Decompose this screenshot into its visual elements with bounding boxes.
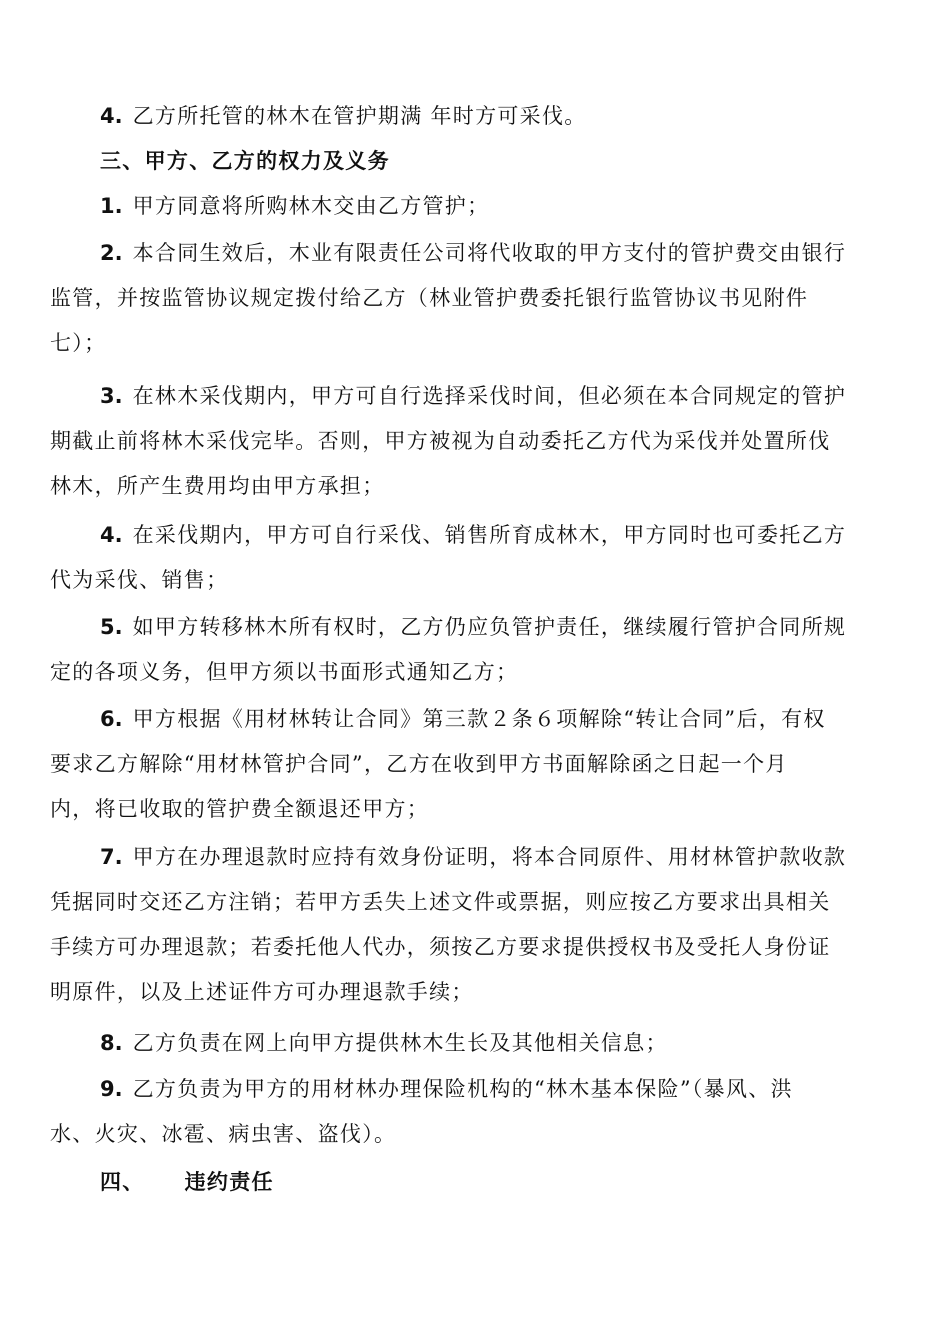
- clause-line: 内，将已收取的管护费全额退还甲方；: [50, 797, 430, 821]
- clause-line: 5. 如甲方转移林木所有权时，乙方仍应负管护责任，继续履行管护合同所规: [100, 615, 847, 639]
- clause-line: 8. 乙方负责在网上向甲方提供林木生长及其他相关信息；: [100, 1031, 668, 1055]
- clause-line: 1. 甲方同意将所购林木交由乙方管护；: [100, 194, 490, 218]
- clause-3-8: [50, 1021, 900, 1066]
- clause-line: 代为采伐、销售；: [50, 568, 229, 592]
- clause-number: 5.: [100, 615, 123, 639]
- clause-line: 7. 甲方在办理退款时应持有效身份证明，将本合同原件、用材林管护款收款: [100, 845, 847, 869]
- clause-line: 监管，并按监管协议规定拨付给乙方（林业管护费委托银行监管协议书见附件: [50, 286, 809, 310]
- clause-line: 4. 在采伐期内，甲方可自行采伐、销售所育成林木，甲方同时也可委托乙方: [100, 523, 847, 547]
- clause-line: 手续方可办理退款；若委托他人代办，须按乙方要求提供授权书及受托人身份证: [50, 935, 831, 959]
- clause-3-7: [50, 835, 900, 1015]
- clause-3-9: [50, 1067, 900, 1157]
- clause-line: 定的各项义务，但甲方须以书面形式通知乙方；: [50, 660, 519, 684]
- clause-3-2: [50, 231, 900, 366]
- clause-number: 7.: [100, 845, 123, 869]
- clause-line: 七）；: [50, 331, 107, 355]
- clause-number: 2.: [100, 241, 123, 265]
- clause-number: 1.: [100, 194, 123, 218]
- clause-line: 要求乙方解除“用材林管护合同”，乙方在收到甲方书面解除函之日起一个月: [50, 752, 788, 776]
- clause-line: 6. 甲方根据《用材林转让合同》第三款２条６项解除“转让合同”后，有权: [100, 707, 826, 731]
- clause-line: 2. 本合同生效后，木业有限责任公司将代收取的甲方支付的管护费交由银行: [100, 241, 847, 265]
- section-3-heading: 三、甲方、乙方的权力及义务: [100, 149, 390, 173]
- clause-line: 期截止前将林木采伐完毕。否则，甲方被视为自动委托乙方代为采伐并处置所伐: [50, 429, 831, 453]
- clause-line: 明原件，以及上述证件方可办理退款手续；: [50, 980, 474, 1004]
- clause-3-1: [50, 184, 900, 229]
- section-4-heading: [50, 1160, 900, 1205]
- clause-number: 9.: [100, 1077, 123, 1101]
- clause-line: 林木，所产生费用均由甲方承担；: [50, 474, 385, 498]
- clause-number: 3.: [100, 384, 123, 408]
- clause-text: 乙方所托管的林木在管护期满 年时方可采伐。: [132, 104, 587, 128]
- clause-line: 凭据同时交还乙方注销；若甲方丢失上述文件或票据，则应按乙方要求出具相关: [50, 890, 831, 914]
- clause-3-4: [50, 513, 900, 603]
- clause-line: 3. 在林木采伐期内，甲方可自行选择采伐时间，但必须在本合同规定的管护: [100, 384, 847, 408]
- clause-number: 6.: [100, 707, 123, 731]
- clause-3-3: [50, 374, 900, 509]
- section-4-number: 四、: [100, 1170, 145, 1194]
- clause-number: 8.: [100, 1031, 123, 1055]
- clause-line: 9. 乙方负责为甲方的用材林办理保险机构的“林木基本保险”（暴风、洪: [100, 1077, 793, 1101]
- clause-number: 4.: [100, 523, 123, 547]
- clause-2-4: [50, 94, 900, 139]
- clause-3-6: [50, 697, 900, 832]
- clause-number: 4.: [100, 104, 123, 128]
- clause-line: 水、火灾、冰雹、病虫害、盗伐）。: [50, 1122, 397, 1146]
- section-4-title: 违约责任: [184, 1170, 274, 1194]
- clause-3-5: [50, 605, 900, 695]
